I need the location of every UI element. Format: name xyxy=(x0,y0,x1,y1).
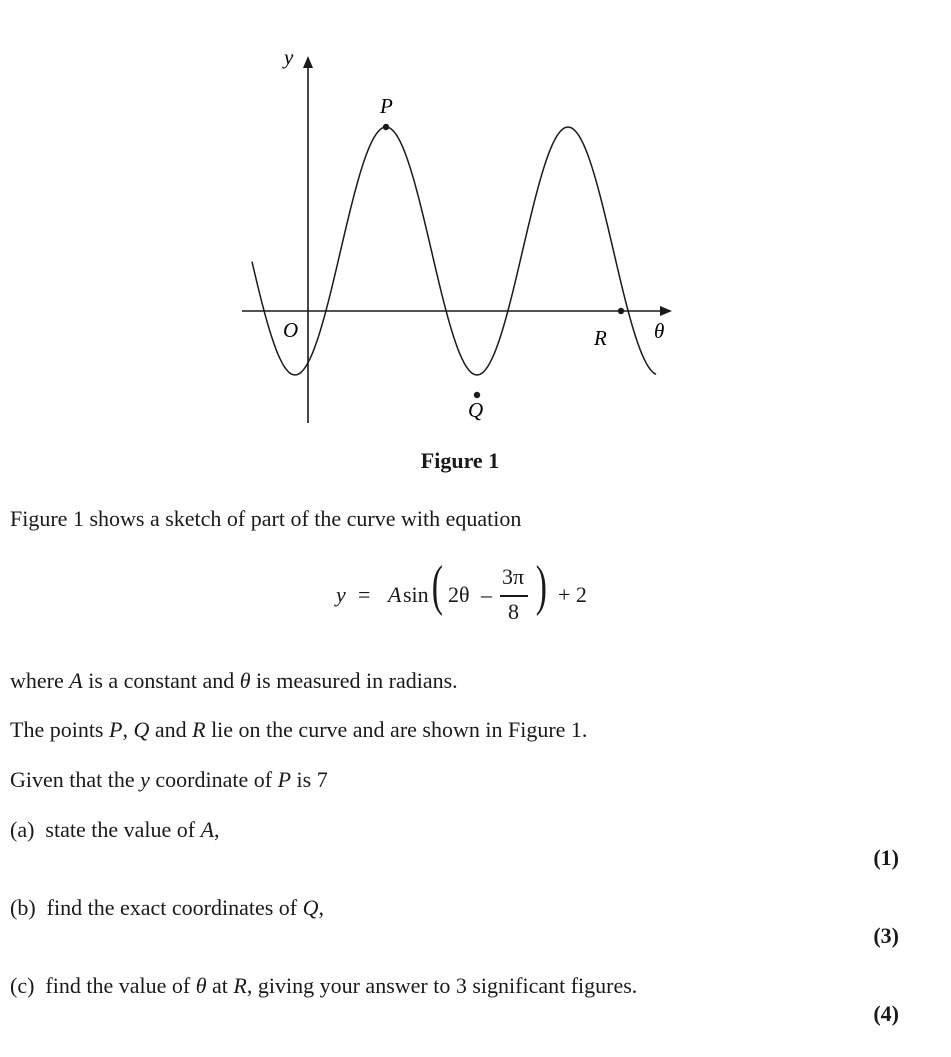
point-r-dot xyxy=(618,308,624,314)
y-axis-label: y xyxy=(284,45,294,69)
part-b: (b) find the exact coordinates of Q, xyxy=(10,895,325,920)
eq-a: A xyxy=(388,582,402,607)
figure-caption: Figure 1 xyxy=(420,448,500,473)
origin-label: O xyxy=(283,318,299,342)
eq-equals: = xyxy=(358,582,371,607)
points-line: The points P, Q and R lie on the curve and are shown in Figure 1. xyxy=(10,717,588,742)
part-a: (a) state the value of A, xyxy=(10,817,220,842)
point-q-label: Q xyxy=(468,398,484,422)
eq-plus-two: + 2 xyxy=(558,582,587,607)
point-p-label: P xyxy=(380,94,393,118)
where-line: where A is a constant and θ is measured in radians. xyxy=(10,668,458,693)
eq-sin: sin xyxy=(403,582,429,607)
eq-fraction-bar xyxy=(500,595,528,597)
eq-y: y xyxy=(336,582,346,607)
eq-minus: – xyxy=(481,582,492,607)
given-line: Given that the y coordinate of P is 7 xyxy=(10,767,328,792)
intro-text: Figure 1 shows a sketch of part of the curve with equation xyxy=(10,506,522,531)
theta-axis-label: θ xyxy=(654,319,665,343)
part-c: (c) find the value of θ at R, giving your answer to 3 significant figures. xyxy=(10,973,638,998)
eq-two-theta: 2θ xyxy=(448,582,470,607)
part-c-marks: (4) xyxy=(873,1001,899,1026)
eq-right-paren: ) xyxy=(535,555,547,617)
eq-numerator: 3π xyxy=(502,564,525,589)
point-p-dot xyxy=(383,124,389,130)
figure-1-sketch xyxy=(0,0,951,445)
eq-denominator: 8 xyxy=(508,599,519,624)
part-a-marks: (1) xyxy=(873,845,899,870)
part-b-marks: (3) xyxy=(873,923,899,948)
eq-left-paren: ( xyxy=(431,555,443,617)
point-r-label: R xyxy=(594,326,607,350)
